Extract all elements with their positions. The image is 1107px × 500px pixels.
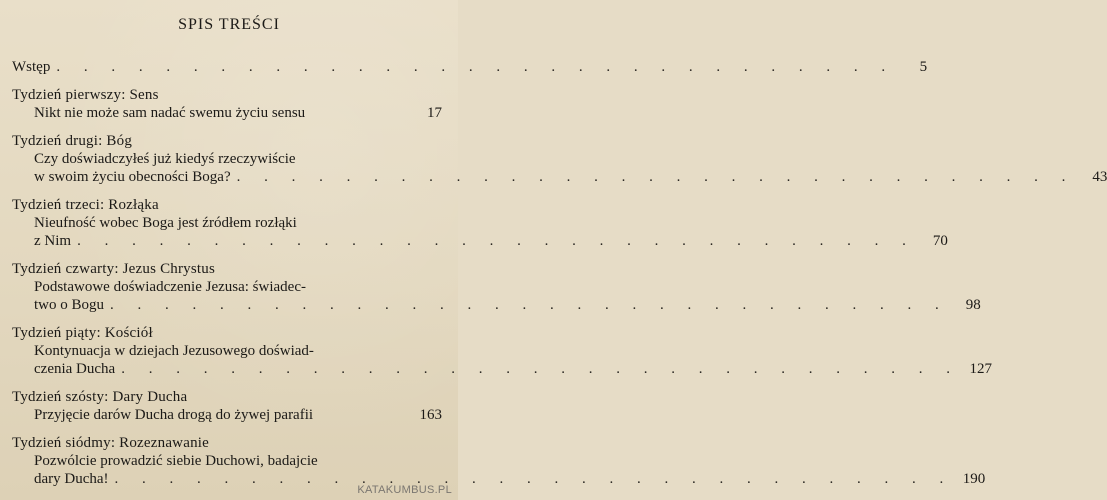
toc-entry	[34, 168, 1107, 186]
section-heading: Tydzień czwarty: Jezus Chrystus	[12, 261, 216, 277]
section-heading: Tydzień piąty: Kościół	[12, 325, 153, 341]
toc-entry-text: Podstawowe doświadczenie Jezusa: świadec-	[34, 279, 306, 295]
dot-leader: . . . . . . . . . . . . . . . . . . . . . . . . . . . . . . .	[110, 297, 949, 313]
toc-page-number: 127	[969, 361, 992, 377]
toc-page-number: 17	[427, 105, 442, 121]
toc-entry-text: czenia Ducha	[34, 361, 116, 377]
watermark-text: KATAKUMBUS.PL	[357, 484, 452, 496]
toc-page-number: 43	[1092, 169, 1107, 185]
toc-entry-text: z Nim	[34, 233, 72, 249]
dot-leader: . . . . . . . . . . . . . . . . . . . . . . . . . . . . . . .	[114, 471, 954, 487]
page-title: SPIS TREŚCI	[178, 16, 280, 33]
toc-entry	[34, 296, 981, 314]
toc-page-number: 98	[965, 297, 981, 313]
dot-leader: . . . . . . . . . . . . . . . . . . . . . . . . . . . . . . .	[56, 59, 896, 75]
section-heading: Tydzień szósty: Dary Ducha	[12, 389, 188, 405]
dot-leader: . . . . . . . . . . . . . . . . . . . . . . . . . . . . . . .	[121, 361, 960, 377]
section-heading: Tydzień siódmy: Rozeznawanie	[12, 435, 209, 451]
toc-entry	[34, 104, 442, 122]
toc-section	[12, 324, 992, 378]
toc-entry-text: dary Ducha!	[34, 471, 109, 487]
toc-page-number: 70	[932, 233, 948, 249]
toc-section	[12, 388, 442, 424]
toc-entry-text: w swoim życiu obecności Boga?	[34, 169, 231, 185]
toc-section	[12, 434, 986, 488]
section-heading: Tydzień pierwszy: Sens	[12, 87, 159, 103]
toc-section	[12, 196, 948, 250]
toc-entry-label: Wstęp	[12, 59, 51, 75]
dot-leader: . . . . . . . . . . . . . . . . . . . . . . . . . . . . . . .	[77, 233, 916, 249]
toc-entry-text: Pozwólcie prowadzić siebie Duchowi, badajcie	[34, 453, 318, 469]
toc-entry-text: Czy doświadczyłeś już kiedyś rzeczywiście	[34, 151, 296, 167]
toc-entry-text: Przyjęcie darów Ducha drogą do żywej parafii	[34, 407, 314, 423]
toc-entry-intro	[12, 58, 928, 76]
toc-entry-text: Nikt nie może sam nadać swemu życiu sensu	[34, 105, 306, 121]
toc-entry	[34, 406, 442, 424]
toc-section	[12, 260, 981, 314]
section-heading: Tydzień trzeci: Rozłąka	[12, 197, 159, 213]
toc-section	[12, 132, 1107, 186]
table-of-contents	[12, 58, 1107, 488]
toc-page-number: 5	[919, 59, 928, 75]
toc-entry	[34, 232, 948, 250]
toc-entry-text: Nieufność wobec Boga jest źródłem rozłąki	[34, 215, 297, 231]
section-heading: Tydzień drugi: Bóg	[12, 133, 133, 149]
toc-entry-text: two o Bogu	[34, 297, 105, 313]
toc-section	[12, 86, 442, 122]
dot-leader: . . . . . . . . . . . . . . . . . . . . . . . . . . . . . . .	[236, 169, 1076, 185]
toc-page-number: 190	[962, 471, 986, 487]
toc-entry-text: Kontynuacja w dziejach Jezusowego doświad-	[34, 343, 314, 359]
toc-entry	[34, 360, 992, 378]
toc-page-number: 163	[419, 407, 442, 423]
